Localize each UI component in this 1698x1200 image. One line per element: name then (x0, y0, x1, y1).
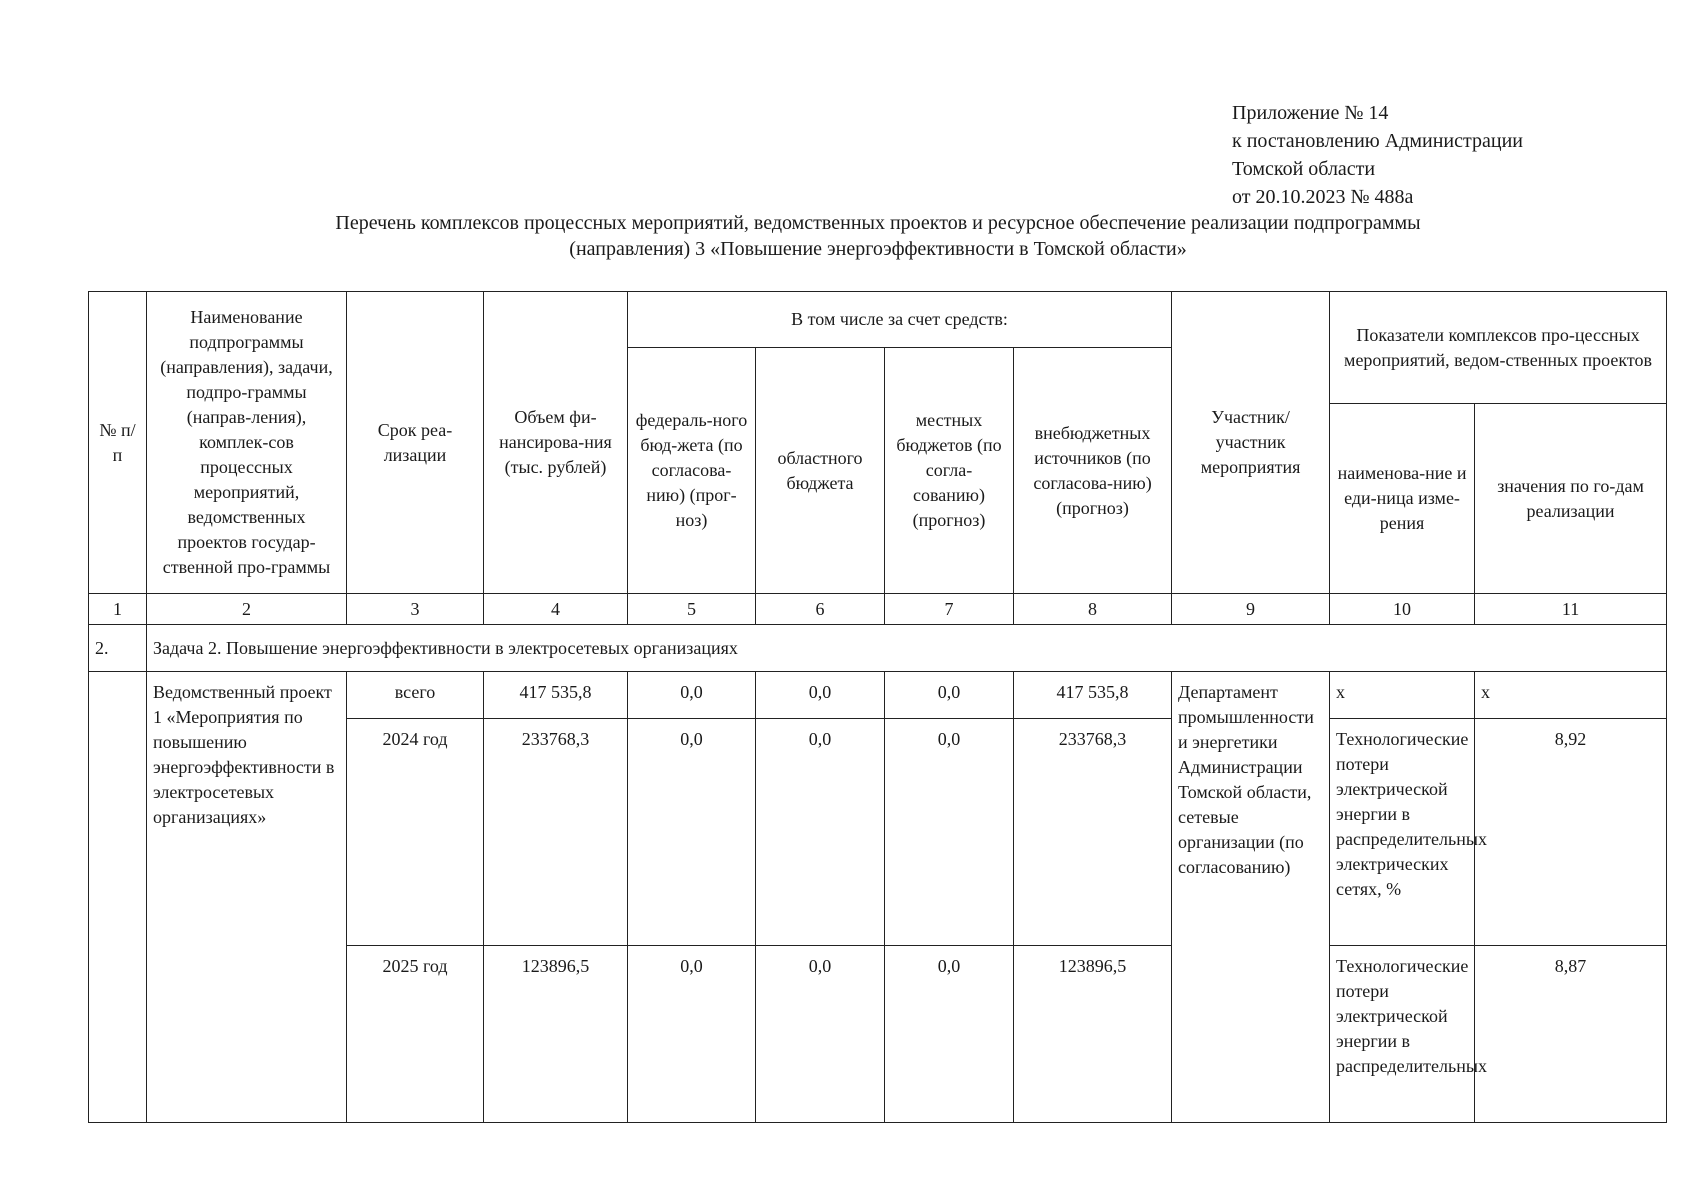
col-number: 10 (1330, 594, 1475, 625)
title-line-1: Перечень комплексов процессных мероприятий, ведомственных проектов и ресурсное обеспечение реализации подпрограммы (335, 212, 1421, 234)
federal-cell: 0,0 (628, 719, 756, 946)
offbudget-cell: 123896,5 (1014, 946, 1172, 1123)
funding-table (88, 291, 1667, 1123)
task-number: 2. (89, 625, 147, 672)
document-title (88, 210, 1668, 262)
header-participant: Участник/ участник мероприятия (1172, 292, 1330, 594)
col-number: 8 (1014, 594, 1172, 625)
regional-cell: 0,0 (756, 946, 885, 1123)
header-volume: Объем фи-нансирова-ния (тыс. рублей) (484, 292, 628, 594)
col-number: 11 (1475, 594, 1667, 625)
indicator-value-cell: 8,92 (1475, 719, 1667, 946)
offbudget-cell: 233768,3 (1014, 719, 1172, 946)
term-cell: всего (347, 672, 484, 719)
federal-cell: 0,0 (628, 946, 756, 1123)
header-row-1 (89, 292, 1667, 348)
project-name: Ведомственный проект 1 «Мероприятия по повышению энергоэффективности в электросетевых организациях» (147, 672, 347, 1123)
col-number: 6 (756, 594, 885, 625)
col-number: 9 (1172, 594, 1330, 625)
header-offbudget: внебюджетных источников (по согласова-нию) (прогноз) (1014, 348, 1172, 594)
row-number-empty (89, 672, 147, 1123)
term-cell: 2024 год (347, 719, 484, 946)
participant-cell: Департамент промышленности и энергетики Администрации Томской области, сетевые организации (по согласованию) (1172, 672, 1330, 1123)
appendix-line-1: Приложение № 14 (1232, 102, 1389, 124)
header-local: местных бюджетов (по согла-сованию) (прогноз) (885, 348, 1014, 594)
appendix-line-3: Томской области (1232, 158, 1376, 180)
header-federal: федераль-ного бюд-жета (по согласова-нию) (прог-ноз) (628, 348, 756, 594)
appendix-line-2: к постановлению Администрации (1232, 130, 1523, 152)
term-cell: 2025 год (347, 946, 484, 1123)
volume-cell: 123896,5 (484, 946, 628, 1123)
header-regional: областного бюджета (756, 348, 885, 594)
title-line-2: (направления) 3 «Повышение энергоэффективности в Томской области» (569, 238, 1187, 260)
col-number: 3 (347, 594, 484, 625)
local-cell: 0,0 (885, 719, 1014, 946)
indicator-name-cell: x (1330, 672, 1475, 719)
appendix-line-4: от 20.10.2023 № 488а (1232, 186, 1414, 208)
col-number: 7 (885, 594, 1014, 625)
header-incl: В том числе за счет средств: (628, 292, 1172, 348)
header-ind-name: наименова-ние и еди-ница изме-рения (1330, 404, 1475, 594)
header-indicators: Показатели комплексов про-цессных мероприятий, ведом-ственных проектов (1330, 292, 1667, 404)
header-name: Наименование подпрограммы (направления), задачи, подпро-граммы (направ-ления), комплек-сов процессных мероприятий, ведомственных проектов государ-ственной про-граммы (147, 292, 347, 594)
col-number: 1 (89, 594, 147, 625)
table-wrapper (88, 291, 1666, 1123)
local-cell: 0,0 (885, 946, 1014, 1123)
regional-cell: 0,0 (756, 719, 885, 946)
local-cell: 0,0 (885, 672, 1014, 719)
federal-cell: 0,0 (628, 672, 756, 719)
header-ind-values: значения по го-дам реализации (1475, 404, 1667, 594)
col-number: 4 (484, 594, 628, 625)
indicator-value-cell: x (1475, 672, 1667, 719)
header-num: № п/п (89, 292, 147, 594)
task-text: Задача 2. Повышение энергоэффективности в электросетевых организациях (147, 625, 1667, 672)
indicator-value-cell: 8,87 (1475, 946, 1667, 1123)
header-term: Срок реа-лизации (347, 292, 484, 594)
indicator-name-cell: Технологические потери электрической энергии в распределительных (1330, 946, 1475, 1123)
offbudget-cell: 417 535,8 (1014, 672, 1172, 719)
column-number-row (89, 594, 1667, 625)
col-number: 5 (628, 594, 756, 625)
indicator-name-cell: Технологические потери электрической энергии в распределительных электрических сетях, % (1330, 719, 1475, 946)
volume-cell: 417 535,8 (484, 672, 628, 719)
table-row (89, 672, 1667, 719)
regional-cell: 0,0 (756, 672, 885, 719)
appendix-block (1232, 99, 1672, 211)
col-number: 2 (147, 594, 347, 625)
task-row (89, 625, 1667, 672)
volume-cell: 233768,3 (484, 719, 628, 946)
